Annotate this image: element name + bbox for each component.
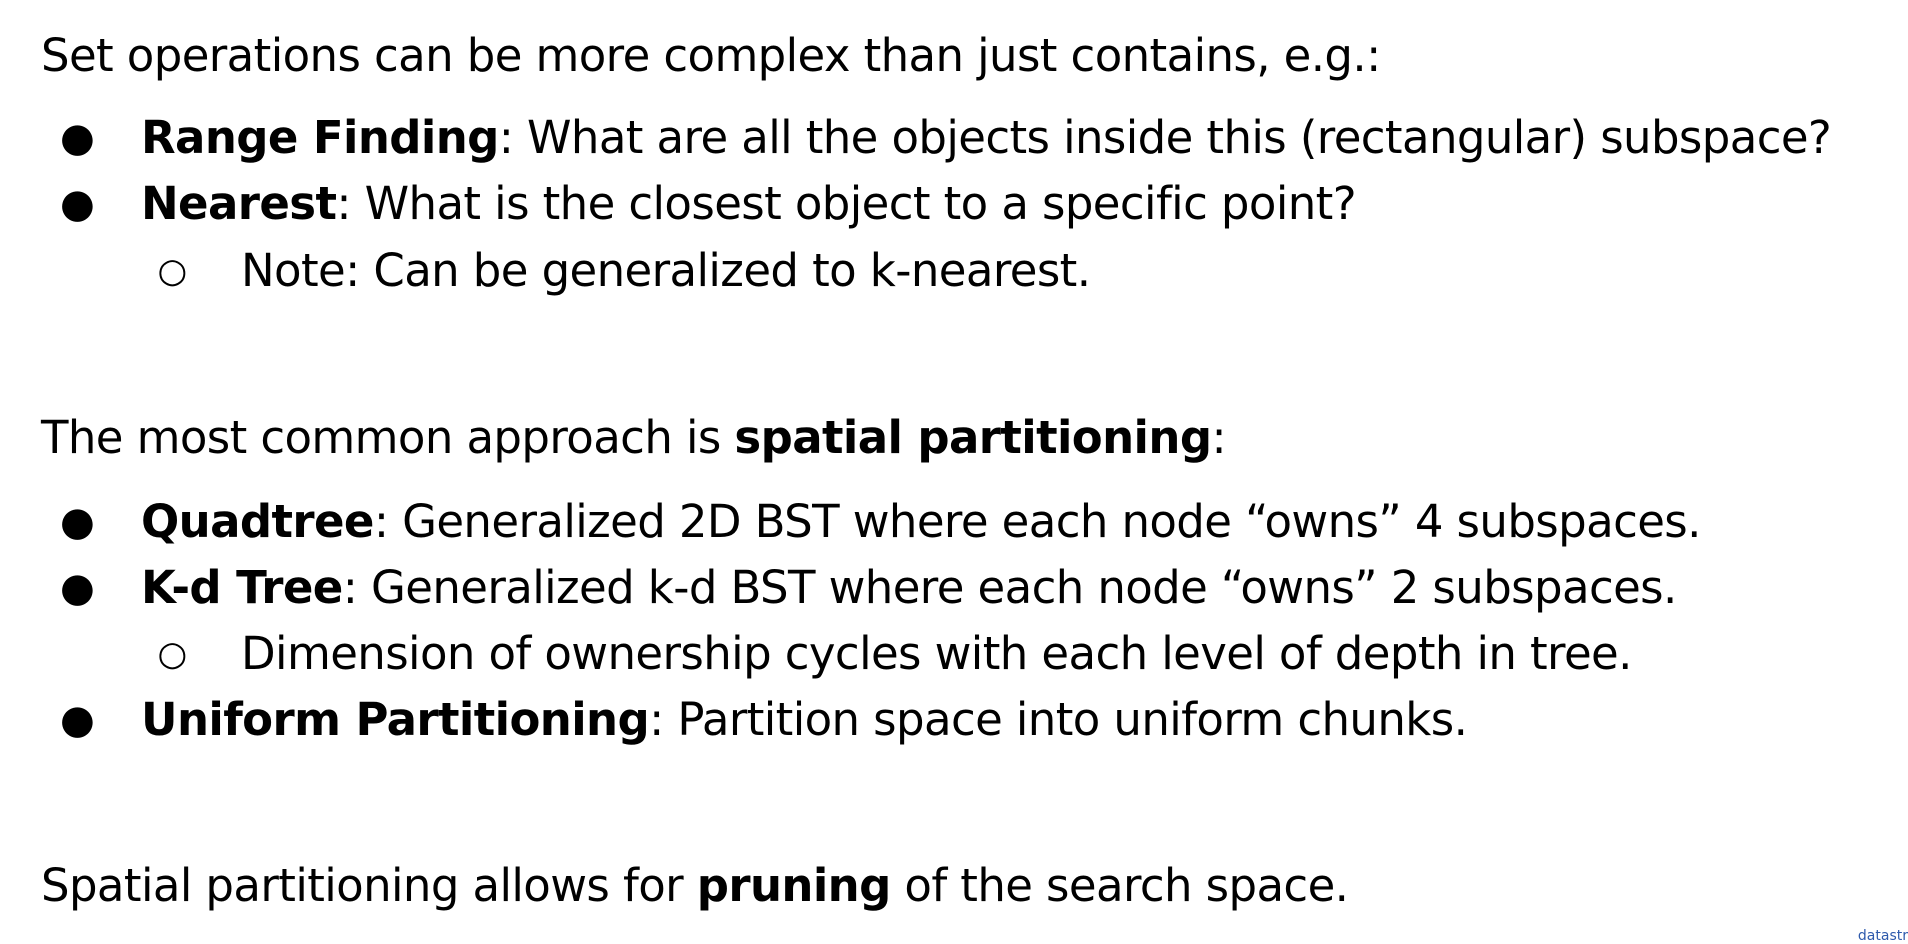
conclusion-suffix: of the search space. bbox=[890, 859, 1349, 912]
note-kd-dimension: Dimension of ownership cycles with each level of depth in tree. bbox=[241, 627, 1632, 680]
desc-kd-tree: : Generalized k-d BST where each node “owns” 2 subspaces. bbox=[342, 561, 1677, 614]
term-nearest: Nearest bbox=[141, 177, 337, 230]
hollow-bullet-icon: ○ bbox=[157, 251, 187, 291]
bullet-icon: ● bbox=[60, 565, 95, 611]
intro-paragraph bbox=[41, 28, 1381, 84]
term-range-finding: Range Finding bbox=[141, 111, 499, 164]
bullet-icon: ● bbox=[60, 499, 95, 545]
bullet-icon: ● bbox=[60, 697, 95, 743]
desc-nearest: : What is the closest object to a specific point? bbox=[336, 177, 1356, 230]
approach-paragraph bbox=[41, 410, 1226, 466]
approach-suffix: : bbox=[1211, 411, 1226, 464]
bullet-icon: ● bbox=[60, 115, 95, 161]
term-uniform-partitioning: Uniform Partitioning bbox=[141, 693, 650, 746]
conclusion-paragraph bbox=[41, 858, 1348, 914]
conclusion-prefix: Spatial partitioning allows for bbox=[41, 859, 697, 912]
bullet-icon: ● bbox=[60, 181, 95, 227]
term-quadtree: Quadtree bbox=[141, 495, 374, 548]
note-k-nearest: Note: Can be generalized to k-nearest. bbox=[241, 244, 1091, 297]
hollow-bullet-icon: ○ bbox=[157, 634, 187, 674]
intro-text: Set operations can be more complex than just contains, e.g.: bbox=[41, 29, 1381, 82]
desc-uniform-partitioning: : Partition space into uniform chunks. bbox=[649, 693, 1468, 746]
term-kd-tree: K-d Tree bbox=[141, 561, 343, 614]
desc-range-finding: : What are all the objects inside this (rectangular) subspace? bbox=[498, 111, 1832, 164]
conclusion-bold: pruning bbox=[696, 859, 891, 912]
desc-quadtree: : Generalized 2D BST where each node “owns” 4 subspaces. bbox=[373, 495, 1701, 548]
footer-link[interactable]: datastr bbox=[1857, 928, 1908, 944]
approach-bold: spatial partitioning bbox=[734, 411, 1212, 464]
approach-prefix: The most common approach is bbox=[41, 411, 735, 464]
